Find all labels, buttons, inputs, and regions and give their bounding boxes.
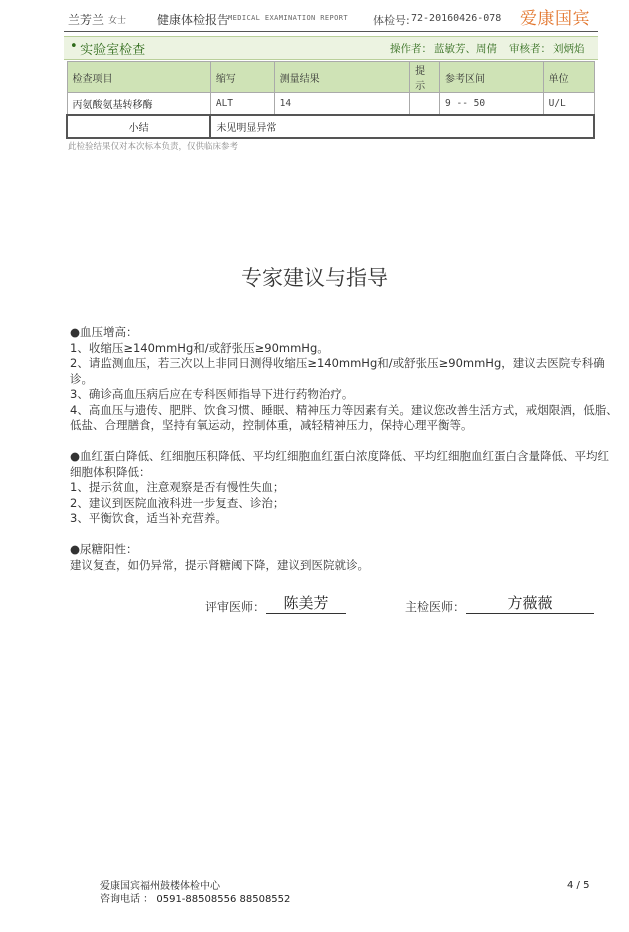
advice-line: 1、提示贫血，注意观察是否有慢性失血； (70, 480, 285, 494)
col-header-result: 测量结果 (274, 62, 409, 93)
table-row (67, 93, 594, 116)
operator-label: 操作者： (390, 43, 432, 55)
page-number: 4 / 5 (567, 880, 590, 891)
lab-results-table (66, 61, 595, 139)
cell-item: 丙氨酸氨基转移酶 (67, 93, 210, 116)
patient-name: 兰芳兰 (68, 13, 105, 27)
col-header-item: 检查项目 (67, 62, 210, 93)
cell-range: 9 -- 50 (440, 93, 544, 116)
bullet-icon: • (70, 39, 78, 54)
advice-body (70, 325, 620, 573)
col-header-range: 参考区间 (440, 62, 544, 93)
advice-title: 专家建议与指导 (241, 266, 388, 290)
advice-line: ●血红蛋白降低、红细胞压积降低、平均红细胞血红蛋白浓度降低、平均红细胞血红蛋白含量降低、平均红细胞体积降低： (70, 449, 610, 479)
advice-line: 1、收缩压≥140mmHg和/或舒张压≥90mmHg。 (70, 340, 329, 355)
spacer (70, 527, 620, 543)
chief-doctor-label: 主检医师： (405, 600, 466, 614)
reviewer-doctor-signature: 陈美芳 (283, 594, 329, 612)
reviewer-doctor-label: 评审医师： (205, 600, 266, 614)
advice-line: 建议复查，如仍异常，提示肾糖阈下降，建议到医院就诊。 (70, 557, 369, 572)
col-header-unit: 单位 (543, 62, 594, 93)
signature-underline (266, 613, 346, 614)
reviewer-label: 审核者： (509, 43, 552, 55)
advice-line: 3、平衡饮食，适当补充营养。 (70, 511, 227, 525)
report-header (0, 0, 629, 40)
chief-doctor-signature: 方薇薇 (507, 594, 553, 612)
reviewer-name: 刘炳焰 (553, 43, 585, 55)
document-title: 健康体检报告 (157, 13, 230, 27)
advice-line: 3、确诊高血压病后应在专科医师指导下进行药物治疗。 (70, 387, 354, 401)
section-title: 实验室检查 (80, 43, 146, 58)
exam-id-label: 体检号: (373, 14, 410, 27)
cell-result: 14 (274, 93, 409, 116)
summary-row (67, 115, 594, 138)
patient-title: 女士 (108, 16, 127, 26)
signature-underline (466, 613, 594, 614)
footer-center-name: 爱康国宾福州鼓楼体检中心 (100, 881, 220, 892)
brand-logo: 爱康国宾 (520, 9, 590, 29)
cell-hint (410, 93, 440, 116)
document-title-en: MEDICAL EXAMINATION REPORT (228, 14, 348, 22)
advice-line: 4、高血压与遗传、肥胖、饮食习惯、睡眠、精神压力等因素有关。建议您改善生活方式，戒烟限酒，低脂、低盐、合理膳食，坚持有氧运动，控制体重，减轻精神压力，保持心理平衡等。 (70, 402, 618, 432)
table-header-row (67, 62, 594, 93)
section-meta (390, 41, 587, 56)
advice-line: 2、请监测血压，若三次以上非同日测得收缩压≥140mmHg和/或舒张压≥90mmHg，建议去医院专科确诊。 (70, 356, 605, 386)
disclaimer-note: 此检验结果仅对本次标本负责，仅供临床参考 (68, 142, 239, 152)
summary-value: 未见明显异常 (210, 115, 594, 138)
footer-phone: 咨询电话 ： 0591-88508556 88508552 (100, 894, 291, 905)
summary-label: 小结 (67, 115, 210, 138)
header-divider (64, 31, 598, 32)
cell-abbr: ALT (210, 93, 274, 116)
cell-unit: U/L (543, 93, 594, 116)
advice-line: ●尿糖阳性： (70, 542, 138, 556)
advice-line: ●血压增高： (70, 325, 138, 339)
spacer (70, 434, 620, 450)
operator-names: 蓝敏芳、周倩 (434, 43, 497, 55)
col-header-abbr: 缩写 (210, 62, 274, 93)
col-header-hint: 提示 (410, 62, 440, 93)
exam-id: 72-20160426-078 (411, 13, 502, 24)
advice-line: 2、建议到医院血液科进一步复查、诊治； (70, 495, 285, 510)
